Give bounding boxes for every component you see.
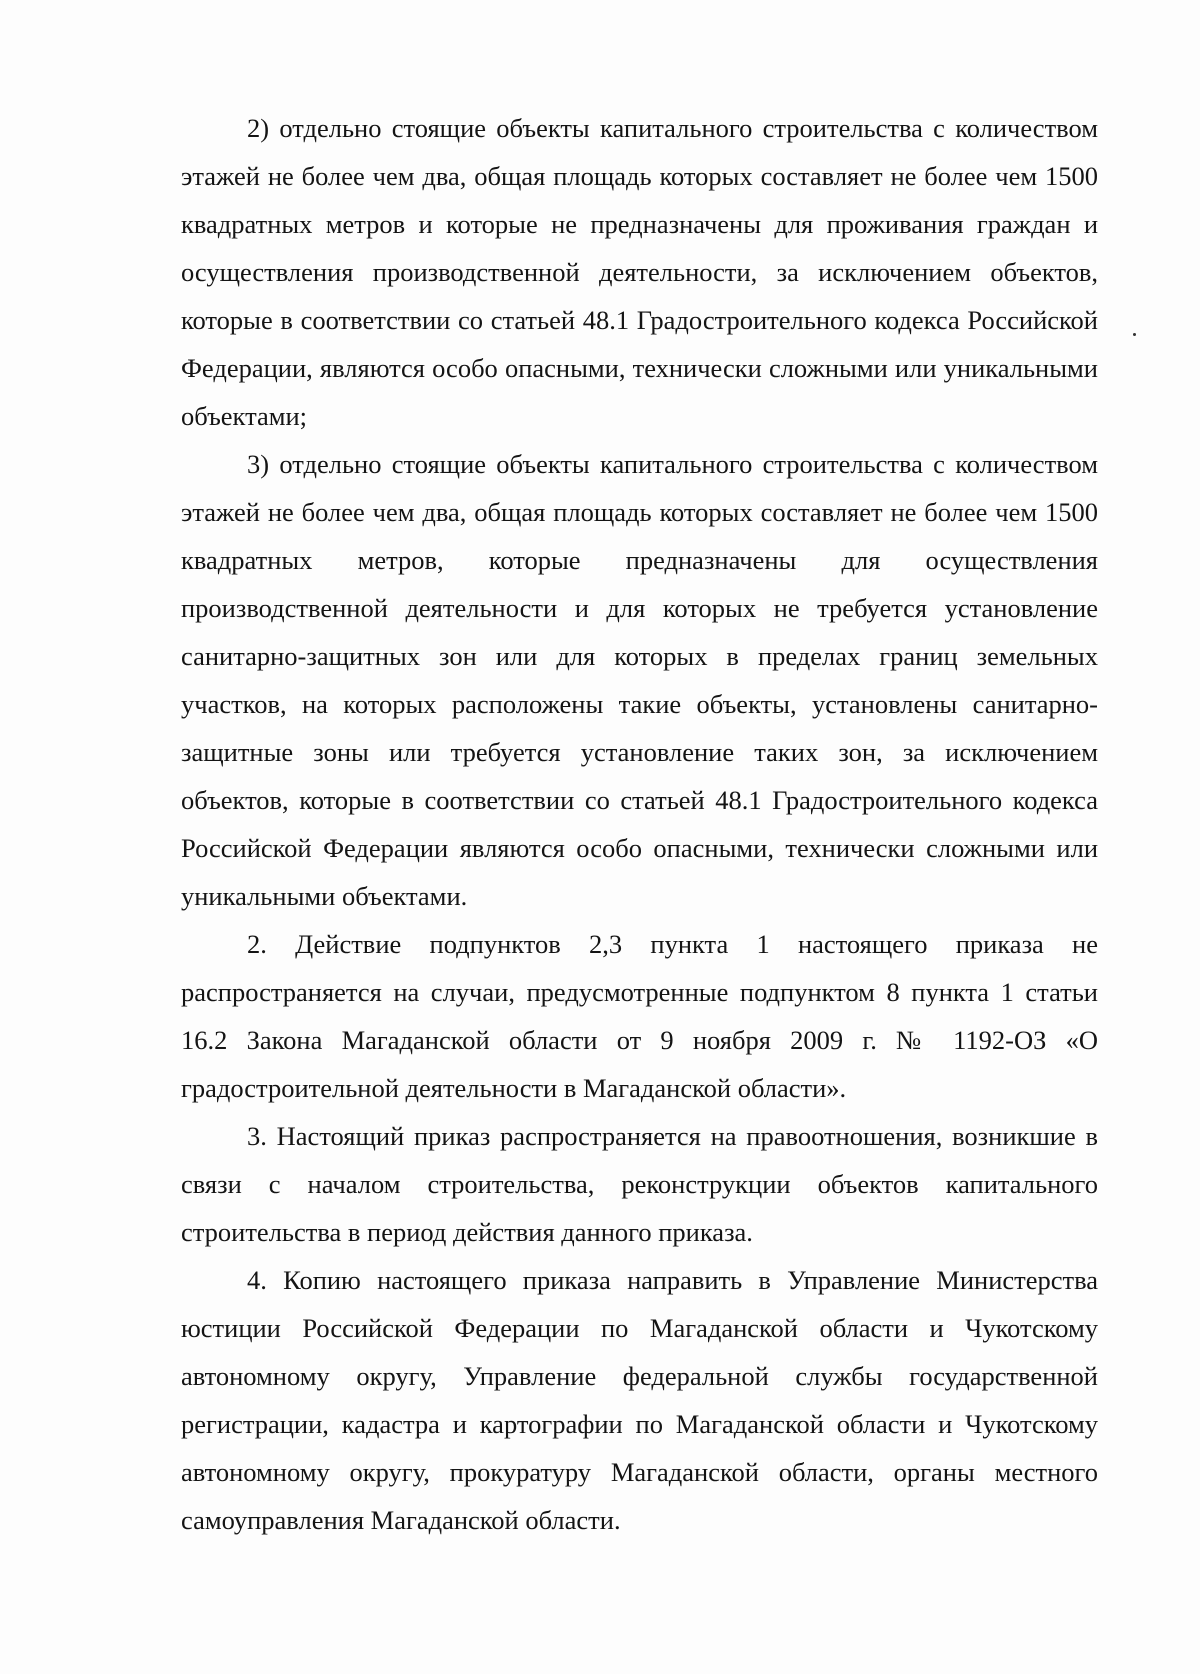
paragraph-item-3: 3. Настоящий приказ распространяется на правоотношения, возникшие в связи с началом строительства, реконструкции объектов капитального строительства в период действия данного приказа. [181,1121,1098,1247]
paragraph-item-2: 2. Действие подпунктов 2,3 пункта 1 настоящего приказа не распространяется на случаи, предусмотренные подпунктом 8 пункта 1 статьи 16.2 Закона Магаданской области от 9 ноября 2009 г. № 1192-ОЗ «О градостроительной деятельности в Магаданской области». [181,929,1098,1103]
document-body [181,104,1098,1544]
paragraph-item-4: 4. Копию настоящего приказа направить в Управление Министерства юстиции Российской Федерации по Магаданской области и Чукотскому автономному округу, Управление федеральной службы государственной регистрации, кадастра и картографии по Магаданской области и Чукотскому автономному округу, прокуратуру Магаданской области, органы местного самоуправления Магаданской области. [181,1265,1098,1535]
scan-speck [1133,333,1136,336]
paragraph-subitem-3: 3) отдельно стоящие объекты капитального строительства с количеством этажей не более чем два, общая площадь которых составляет не более чем 1500 квадратных метров, которые предназначены для осуществления производственной деятельности и для которых не требуется установление санитарно-защитных зон или для которых в пределах границ земельных участков, на которых расположены такие объекты, установлены санитарно-защитные зоны или требуется установление таких зон, за исключением объектов, которые в соответствии со статьей 48.1 Градостроительного кодекса Российской Федерации являются особо опасными, технически сложными или уникальными объектами. [181,449,1098,911]
paragraph-subitem-2: 2) отдельно стоящие объекты капитального строительства с количеством этажей не более чем два, общая площадь которых составляет не более чем 1500 квадратных метров и которые не предназначены для проживания граждан и осуществления производственной деятельности, за исключением объектов, которые в соответствии со статьей 48.1 Градостроительного кодекса Российской Федерации, являются особо опасными, технически сложными или уникальными объектами; [181,113,1098,431]
